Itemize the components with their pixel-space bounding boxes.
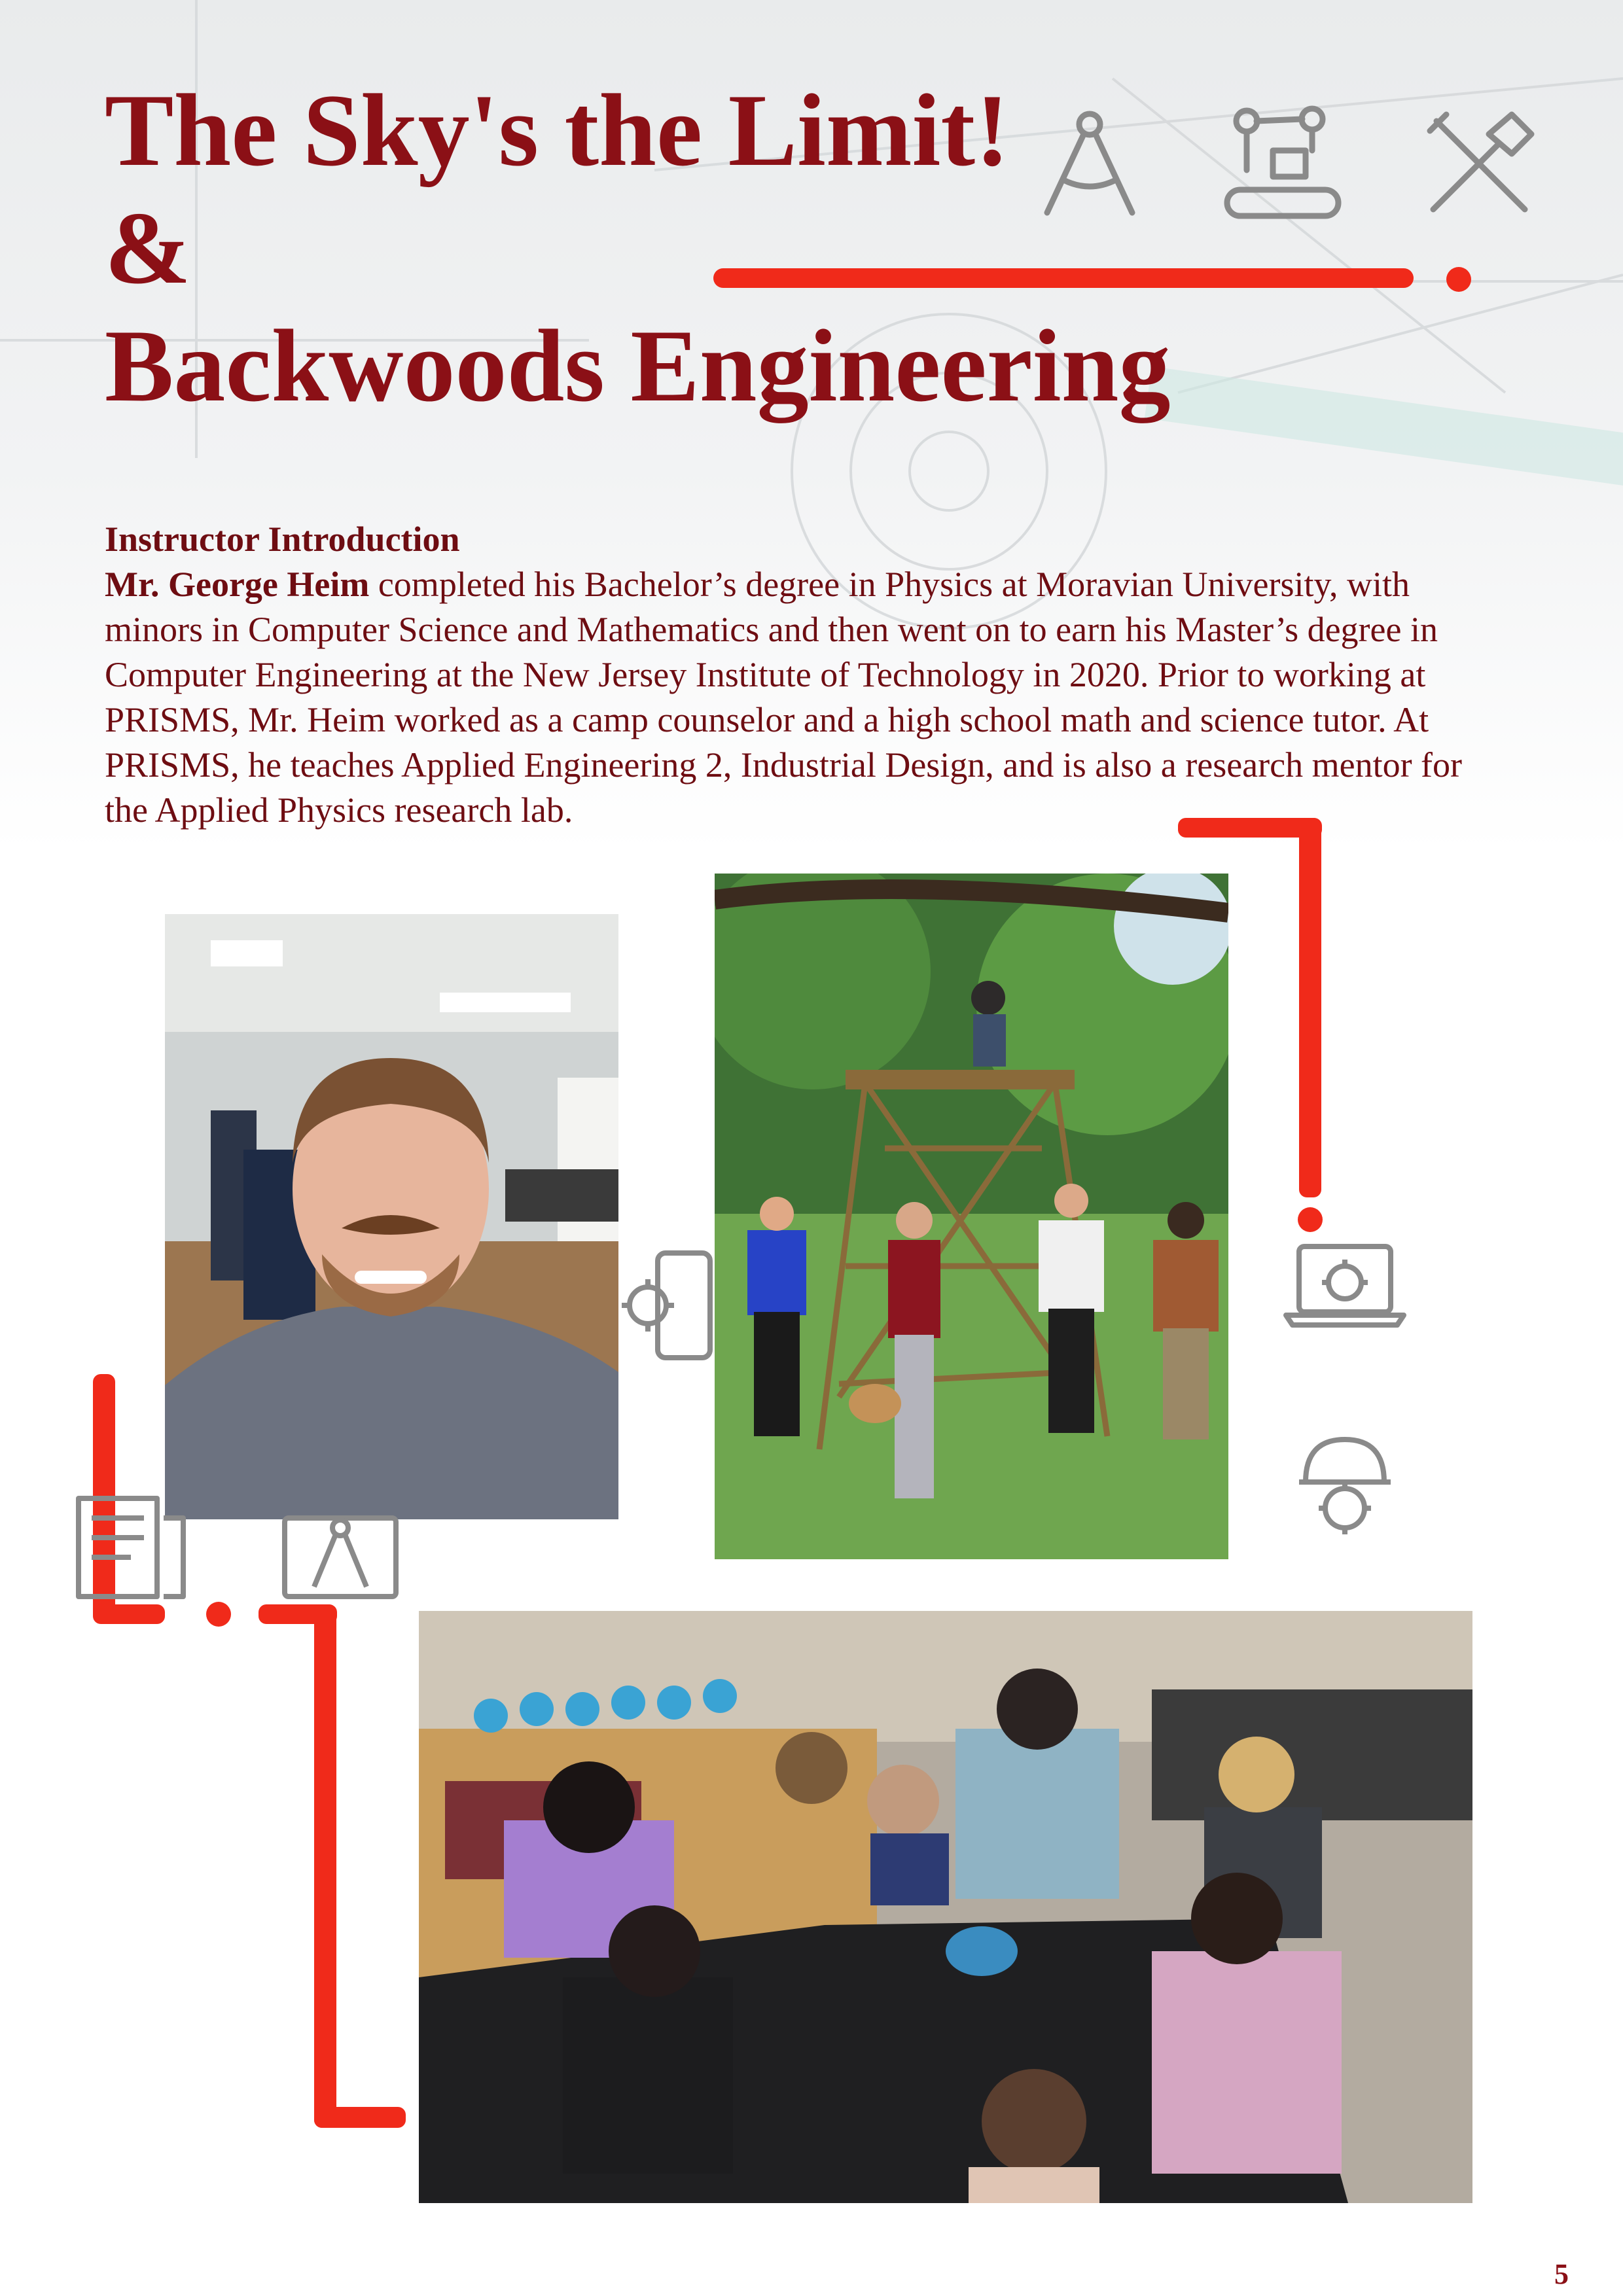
instructor-name: Mr. George Heim (105, 565, 370, 604)
helmet-gear-icon (1293, 1430, 1397, 1541)
drafting-icon (278, 1505, 402, 1603)
blueprint-icon (72, 1492, 190, 1603)
red-bracket-center-vertical (314, 1604, 336, 2128)
title-line-2: & (105, 191, 191, 306)
intro-heading: Instructor Introduction (105, 520, 460, 559)
compass-icon (1034, 105, 1145, 222)
page-title (105, 72, 1171, 425)
selfie-photo (165, 914, 618, 1519)
tools-icon (1420, 105, 1538, 222)
instructor-introduction (105, 517, 1512, 833)
red-bracket-left-bottom (93, 1604, 165, 1624)
title-line-3: Backwoods Engineering (105, 309, 1171, 423)
title-dot (1446, 267, 1471, 292)
robot-photo (419, 1611, 1472, 2203)
red-bracket-center-bottom (314, 2107, 406, 2128)
tower-photo (715, 874, 1228, 1559)
page-number: 5 (1554, 2258, 1569, 2290)
phone-gear-icon (618, 1246, 717, 1364)
red-dot-left (206, 1602, 231, 1627)
red-dot-right (1298, 1207, 1323, 1232)
red-bracket-right-vertical (1299, 818, 1321, 1197)
title-underline (713, 268, 1414, 288)
intro-body: completed his Bachelor’s degree in Physics at Moravian University, with minors in Computer Science and Mathematics and then went on to earn his Master’s degree in Computer Engineering at the New Jersey Institute of Technology in 2020. Prior to working at PRISMS, Mr. Heim worked as a camp counselor and a high school math and science tutor. At PRISMS, he teaches Applied Engineering 2, Industrial Design, and is also a research mentor for the Applied Physics research lab. (105, 565, 1463, 830)
laptop-gear-icon (1283, 1240, 1407, 1332)
robot-arm-icon (1221, 105, 1345, 222)
title-line-1: The Sky's the Limit! (105, 73, 1010, 188)
